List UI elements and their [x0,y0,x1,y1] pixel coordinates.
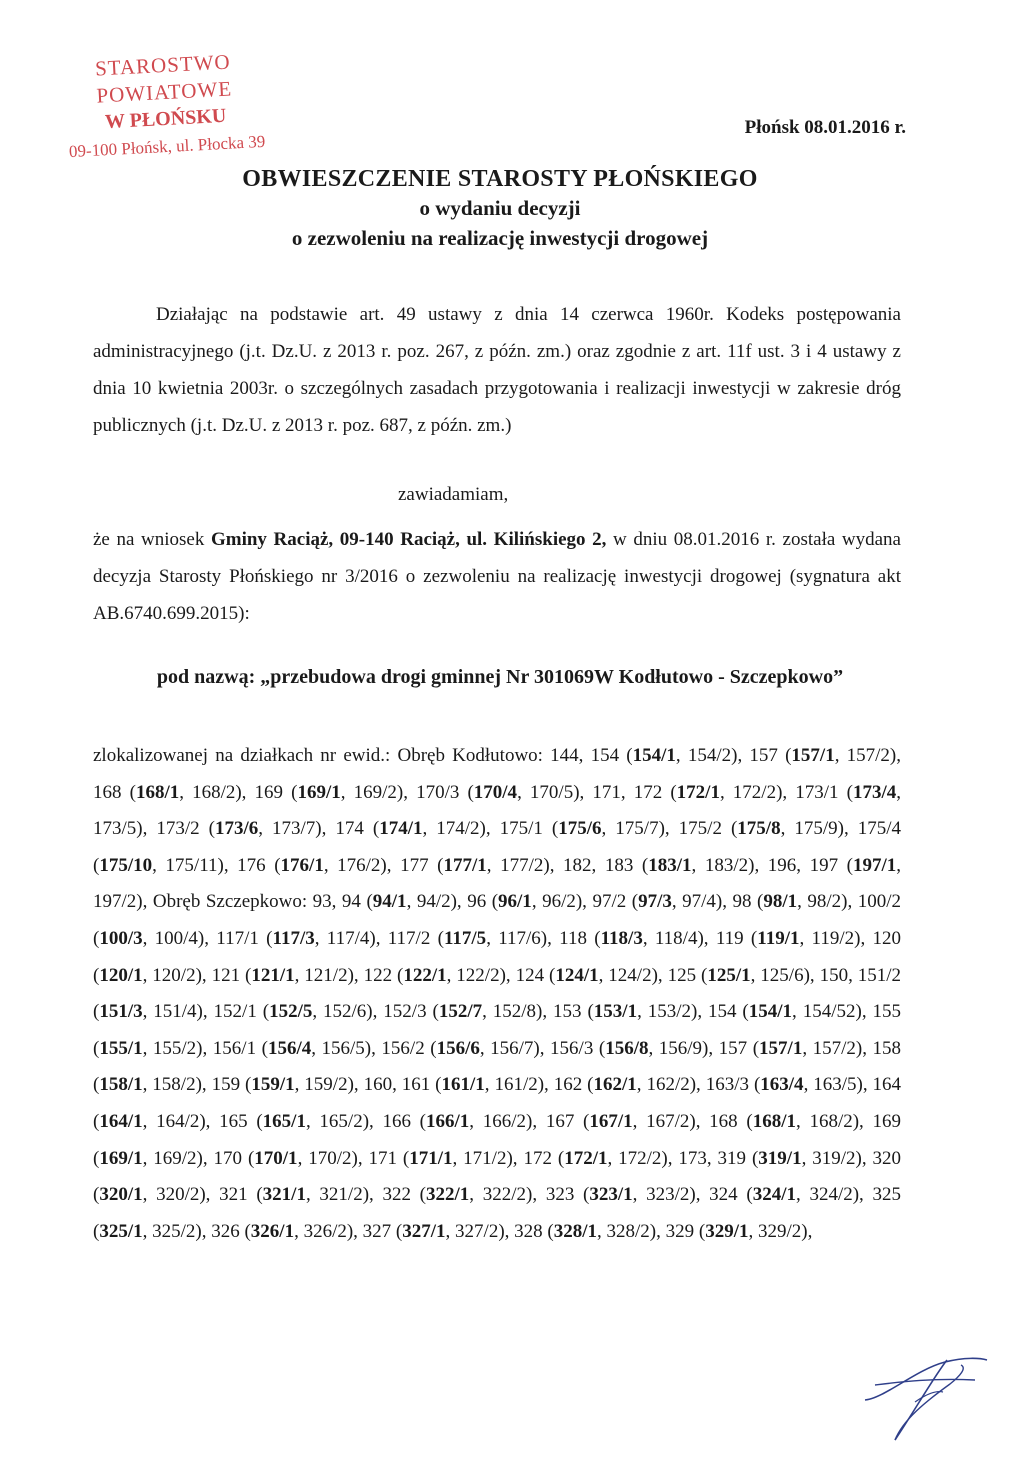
legal-basis-paragraph [93,296,901,444]
parcel-number-bold: 173/4 [852,781,897,803]
parcel-number-bold: 120/1 [99,964,143,986]
parcel-text: , 153/2), 154 ( [637,1001,749,1023]
parcel-text: , 117/6), 118 ( [486,927,601,949]
parcel-text: , 154/52), 155 ( [93,1001,901,1059]
parcel-text: , 125/6), 150, 151/2 ( [93,964,902,1023]
parcel-text: , 321/2), 322 ( [305,1184,427,1206]
parcel-text: , 177/2), 182, 183 ( [486,854,649,876]
parcel-text: , 163/5), 164 ( [93,1074,902,1132]
parcel-number-bold: 325/1 [99,1220,143,1242]
parcel-number-bold: 168/1 [752,1110,796,1132]
parcel-text: , 168/2), 169 ( [179,781,298,803]
parcel-text: , 170/2), 171 ( [297,1147,410,1169]
parcel-text: , 152/6), 152/3 ( [312,1001,439,1023]
parcel-text: , 122/2), 124 ( [446,964,556,986]
parcel-text: , 169/2), 170 ( [142,1147,255,1169]
parcel-text: , 96/2), 97/2 ( [531,891,639,913]
parcel-number-bold: 161/1 [441,1074,485,1096]
parcel-number-bold: 170/1 [254,1147,298,1169]
parcel-list-paragraph [93,738,901,1250]
parcel-number-bold: 96/1 [498,891,532,913]
parcel-text: , 156/7), 156/3 ( [479,1037,606,1059]
stamp-line-city: W PŁOŃSKU [104,104,227,134]
parcel-number-bold: 166/1 [426,1110,470,1132]
parcel-number-bold: 117/3 [272,927,315,949]
parcel-number-bold: 172/1 [676,781,720,803]
parcel-number-bold: 156/4 [267,1037,312,1059]
parcel-text: , 173/7), 174 ( [258,818,380,840]
parcel-number-bold: 162/1 [593,1074,637,1096]
parcel-number-bold: 119/1 [757,927,800,949]
parcel-text: , 168/2), 169 ( [93,1110,902,1169]
parcel-text: , 120/2), 121 ( [142,964,252,986]
legal-basis-text: Działając na podstawie art. 49 ustawy z dnia 14 czerwca 1960r. Kodeks postępowania administracyjnego (j.t. Dz.U. z 2013 r. poz. 267, z późn. zm.) oraz zgodnie z art. 11f ust. 3 i 4 ustawy z dnia 10 kwietnia 2003r. o szczególnych zasadach przygotowania i realizacji inwestycji w zakresie dróg publicznych (j.t. Dz.U. z 2013 r. poz. 687, z późn. zm.) [93,304,901,436]
stamp-line-office: STAROSTWO POWIATOWE [94,49,233,108]
parcel-text: , 119/2), 120 ( [93,927,901,986]
parcel-number-bold: 124/1 [555,964,599,986]
parcel-text: , 328/2), 329 ( [597,1220,706,1242]
parcel-text: , 327/2), 328 ( [445,1220,554,1242]
parcel-number-bold: 153/1 [593,1001,638,1023]
parcel-number-bold: 197/1 [852,854,897,876]
office-stamp [37,46,292,167]
parcel-number-bold: 159/1 [251,1074,295,1096]
parcel-text: , 319/2), 320 ( [93,1147,902,1206]
document-subtitle-2: o zezwoleniu na realizację inwestycji drogowej [291,226,709,250]
parcel-number-bold: 327/1 [402,1220,446,1242]
parcel-text: , 100/4), 117/1 ( [142,927,273,949]
parcel-number-bold: 94/1 [372,891,407,913]
parcel-text: , 165/2), 166 ( [305,1110,427,1132]
parcel-number-bold: 329/1 [705,1220,749,1242]
parcel-number-bold: 164/1 [99,1110,143,1132]
parcel-number-bold: 157/1 [759,1037,803,1059]
parcel-text: , 124/2), 125 ( [598,964,708,986]
parcel-text: , 166/2), 167 ( [469,1110,590,1132]
parcel-number-bold: 172/1 [564,1147,608,1169]
parcel-number-bold: 125/1 [707,964,751,986]
parcel-number-bold: 100/3 [99,927,143,949]
parcel-text: , 171/2), 172 ( [452,1147,565,1169]
parcel-text: , 156/9), 157 ( [648,1037,760,1059]
parcel-number-bold: 324/1 [752,1184,796,1206]
parcel-number-bold: 151/3 [99,1001,143,1023]
parcel-text: , 169/2), 170/3 ( [340,781,474,803]
parcel-number-bold: 156/8 [605,1037,649,1059]
parcel-text: , 98/2), 100/2 ( [93,891,901,949]
parcel-text: , 325/2), 326 ( [142,1220,251,1242]
parcel-text: , 117/4), 117/2 ( [314,927,444,949]
parcel-text: , 167/2), 168 ( [632,1110,753,1132]
parcel-text: , 172/2), 173/1 ( [719,781,853,803]
parcel-text: , 159/2), 160, 161 ( [294,1074,442,1096]
decision-text-after: w dniu 08.01.2016 r. została wydana decyzja Starosty Płońskiego nr 3/2016 o zezwoleniu na realizację inwestycji drogowej (sygnatura akt AB.6740.699.2015): [93,529,901,624]
parcel-number-bold: 175/10 [99,854,153,876]
parcel-text: , 174/2), 175/1 ( [422,818,559,840]
parcel-number-bold: 165/1 [262,1110,306,1132]
parcel-number-bold: 169/1 [297,781,341,803]
parcel-text: , 173/5), 173/2 ( [93,781,902,840]
parcel-text: , 156/5), 156/2 ( [311,1037,437,1059]
parcel-number-bold: 322/1 [426,1184,470,1206]
parcel-text: , 152/8), 153 ( [482,1001,594,1023]
parcel-number-bold: 167/1 [589,1110,633,1132]
parcel-number-bold: 152/7 [438,1001,483,1023]
parcel-number-bold: 152/5 [269,1001,313,1023]
parcel-number-bold: 158/1 [99,1074,143,1096]
parcel-number-bold: 155/1 [99,1037,143,1059]
applicant-name: Gminy Raciąż, 09-140 Raciąż, ul. Kilińskiego 2, [210,529,607,550]
stamp-line-address: 09-100 Płońsk, ul. Płocka 39 [68,131,266,162]
parcel-text: , 162/2), 163/3 ( [636,1074,761,1096]
parcel-text: , 170/5), 171, 172 ( [517,781,677,803]
decision-text-before: że na wniosek [93,529,211,550]
parcel-text: , 320/2), 321 ( [142,1184,263,1206]
decision-paragraph [93,521,901,632]
parcel-number-bold: 97/3 [638,891,672,913]
notice-word: zawiadamiam, [398,484,509,505]
parcel-number-bold: 175/6 [558,818,602,840]
parcel-text: , 322/2), 323 ( [469,1184,590,1206]
parcel-number-bold: 118/3 [600,927,643,949]
parcel-text: , 151/4), 152/1 ( [142,1001,270,1023]
parcel-number-bold: 328/1 [553,1220,598,1242]
parcel-text: , 175/11), 176 ( [152,854,281,876]
investment-subject: pod nazwą: „przebudowa drogi gminnej Nr 301069W Kodłutowo - Szczepkowo” [156,666,844,688]
parcel-number-bold: 169/1 [99,1147,143,1169]
document-title: OBWIESZCZENIE STAROSTY PŁOŃSKIEGO [242,166,758,192]
parcel-number-bold: 183/1 [648,854,692,876]
parcel-number-bold: 163/4 [760,1074,804,1096]
parcel-number-bold: 326/1 [250,1220,295,1242]
parcel-text: , 157/2), 168 ( [93,745,902,803]
parcel-number-bold: 320/1 [99,1184,143,1206]
parcel-number-bold: 176/1 [280,854,324,876]
parcel-text: , 154/2), 157 ( [675,745,792,766]
parcel-number-bold: 321/1 [262,1184,306,1206]
parcel-number-bold: 154/1 [748,1001,793,1023]
parcel-text: , 175/9), 175/4 ( [93,818,901,876]
parcel-text: , 118/4), 119 ( [642,927,758,949]
parcel-number-bold: 171/1 [409,1147,453,1169]
handwritten-signature [855,1340,995,1445]
parcel-number-bold: 156/6 [436,1037,480,1059]
parcel-number-bold: 122/1 [403,964,447,986]
parcel-text: , 121/2), 122 ( [294,964,404,986]
parcel-number-bold: 319/1 [758,1147,802,1169]
parcel-number-bold: 117/5 [443,927,487,949]
parcel-number-bold: 175/8 [737,818,781,840]
parcel-list-lead: zlokalizowanej na działkach nr ewid.: Obręb Kodłutowo: 144, 154 ( [93,745,633,766]
parcel-text: , 155/2), 156/1 ( [142,1037,268,1059]
parcel-text: , 94/2), 96 ( [406,891,499,913]
document-date: Płońsk 08.01.2016 r. [744,117,906,138]
parcel-number-bold: 98/1 [763,891,798,913]
parcel-text: , 97/4), 98 ( [671,891,764,913]
parcel-number-bold: 154/1 [632,745,676,766]
parcel-text: , 329/2), [748,1220,813,1242]
parcel-text: , 183/2), 196, 197 ( [691,854,853,876]
parcel-text: , 326/2), 327 ( [294,1220,403,1242]
parcel-text: , 172/2), 173, 319 ( [607,1147,759,1169]
parcel-number-bold: 157/1 [791,745,835,766]
parcel-text: , 324/2), 325 ( [93,1184,902,1242]
parcel-number-bold: 323/1 [589,1184,633,1206]
parcel-number-bold: 121/1 [251,964,295,986]
parcel-text: , 164/2), 165 ( [142,1110,263,1132]
parcel-text: , 161/2), 162 ( [484,1074,594,1096]
parcel-number-bold: 170/4 [473,781,518,803]
parcel-number-bold: 177/1 [443,854,487,876]
parcel-number-bold: 173/6 [214,818,259,840]
parcel-text: , 158/2), 159 ( [142,1074,252,1096]
parcel-text: , 157/2), 158 ( [93,1037,902,1096]
parcel-number-bold: 174/1 [379,818,423,840]
parcel-text: , 323/2), 324 ( [632,1184,753,1206]
parcel-text: , 175/7), 175/2 ( [601,818,738,840]
document-subtitle-1: o wydaniu decyzji [419,196,581,220]
parcel-text: , 176/2), 177 ( [323,854,444,876]
parcel-number-bold: 168/1 [135,781,180,803]
parcel-text: , 197/2), Obręb Szczepkowo: 93, 94 ( [93,854,902,913]
